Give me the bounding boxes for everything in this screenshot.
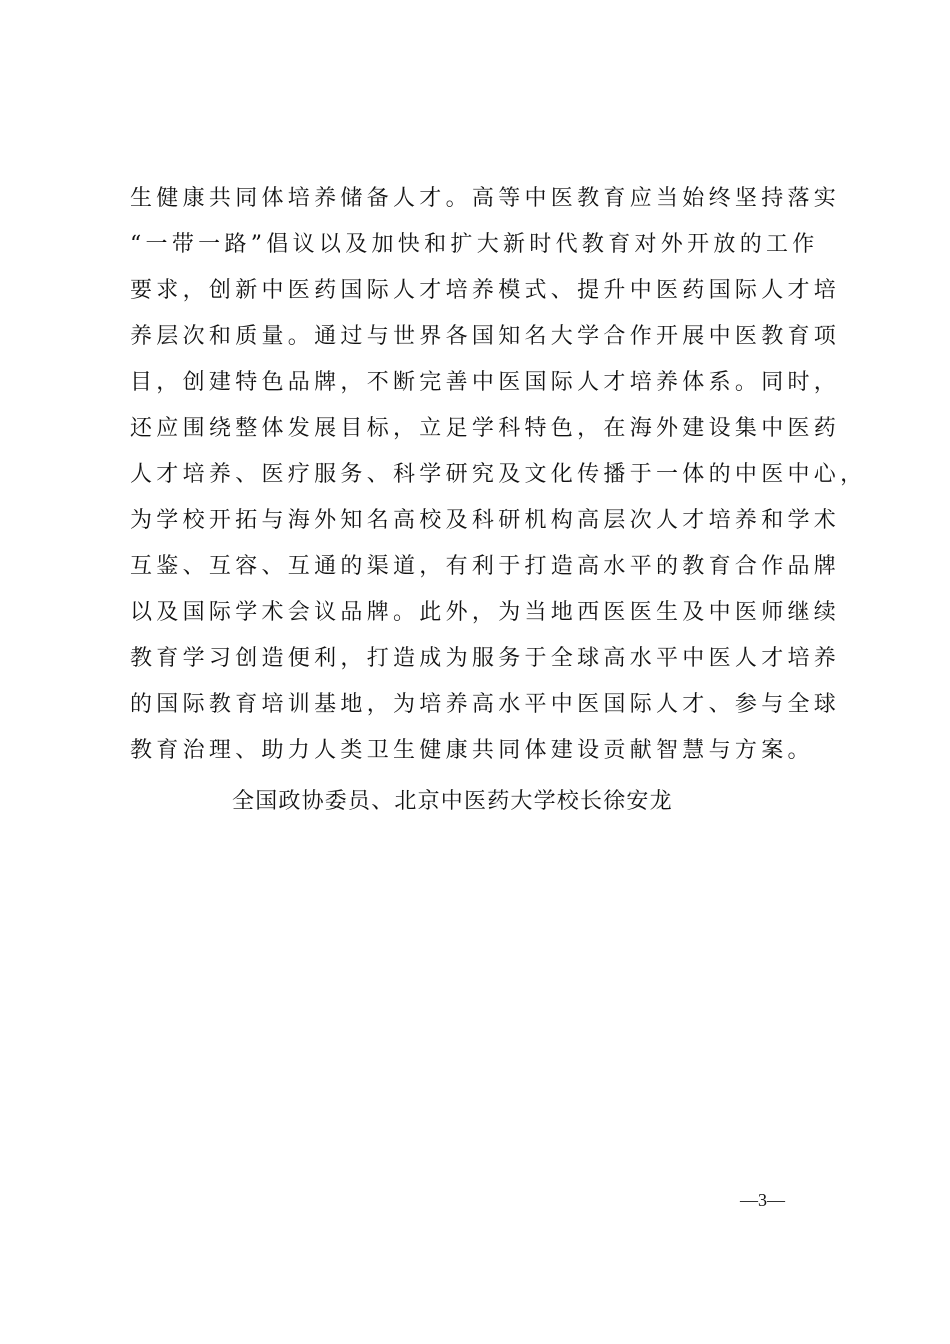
text-line: 还应围绕整体发展目标，立足学科特色，在海外建设集中医药 — [130, 416, 841, 441]
text-line: 教育治理、助力人类卫生健康共同体建设贡献智慧与方案。 — [130, 738, 814, 763]
text-line: 目，创建特色品牌，不断完善中医国际人才培养体系。同时， — [130, 370, 841, 395]
text-line: 互鉴、互容、互通的渠道，有利于打造高水平的教育合作品牌 — [130, 554, 841, 579]
text-line: 人才培养、医疗服务、科学研究及文化传播于一体的中医中心， — [130, 462, 867, 487]
text-line: 为学校开拓与海外知名高校及科研机构高层次人才培养和学术 — [130, 508, 841, 533]
text-line: 的国际教育培训基地，为培养高水平中医国际人才、参与全球 — [130, 692, 841, 717]
text-line: 以及国际学术会议品牌。此外，为当地西医医生及中医师继续 — [130, 600, 841, 625]
page-number: —3— — [740, 1190, 785, 1210]
text-line: “一带一路”倡议以及加快和扩大新时代教育对外开放的工作 — [130, 232, 819, 257]
text-line: 生健康共同体培养储备人才。高等中医教育应当始终坚持落实 — [130, 186, 841, 211]
text-line: 要求，创新中医药国际人才培养模式、提升中医药国际人才培 — [130, 278, 841, 303]
text-line: 养层次和质量。通过与世界各国知名大学合作开展中医教育项 — [130, 324, 841, 349]
text-line: 教育学习创造便利，打造成为服务于全球高水平中医人才培养 — [130, 646, 841, 671]
body-paragraph — [130, 176, 867, 774]
author-signature: 全国政协委员、北京中医药大学校长徐安龙 — [232, 789, 673, 814]
